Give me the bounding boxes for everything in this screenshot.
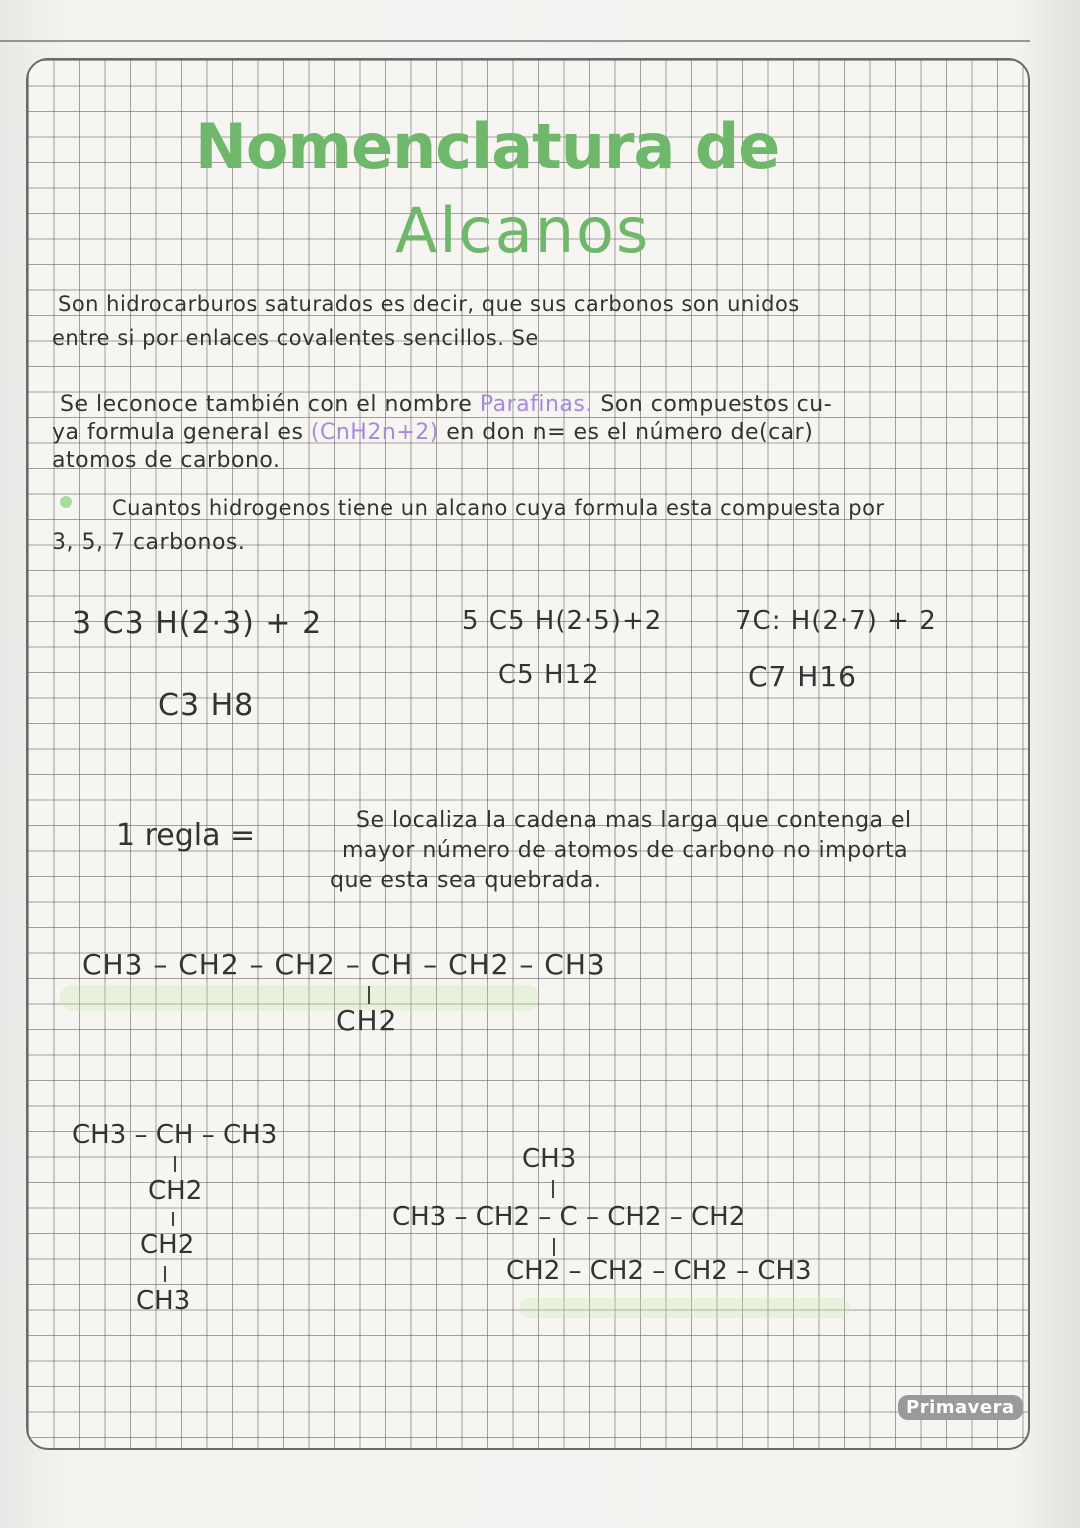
rule-line-1: Se localiza la cadena mas larga que contenga el [356,808,912,833]
rule-label: 1 regla = [116,818,256,853]
formula-3-result: C3 H8 [158,688,255,723]
page-top-edge [0,40,1030,42]
question-line-2: 3, 5, 7 carbonos. [52,530,246,555]
title-line-1: Nomenclatura de [195,110,780,183]
formula-7-carbons: 7C: H(2·7) + 2 [735,606,937,636]
paraffins-line-1 [60,392,832,417]
intro-line-2: entre si por enlaces covalentes sencillos. Se [52,326,539,350]
question-line-1: Cuantos hidrogenos tiene un alcano cuya formula esta compuesta por [112,496,885,520]
bond-line [368,986,370,1004]
paraffins-line-3: atomos de carbono. [52,448,281,473]
paraffins-text: Se leconoce también con el nombre [60,392,480,417]
bond-line [174,1156,176,1172]
formula-5-carbons: 5 C5 H(2·5)+2 [462,606,663,636]
structure-3-main: CH3 – CH2 – C – CH2 – CH2 [392,1202,746,1232]
highlight-mark [520,1298,850,1318]
structure-2-branch-1: CH2 [148,1176,203,1206]
general-formula: (CnH2n+2) [310,420,439,445]
structure-1-branch: CH2 [336,1004,398,1037]
structure-2-branch-3: CH3 [136,1286,191,1316]
formula-3-carbons: 3 C3 H(2·3) + 2 [72,606,323,641]
intro-line-1: Son hidrocarburos saturados es decir, que sus carbonos son unidos [58,292,800,316]
bond-line [552,1180,554,1198]
brand-logo: Primavera [898,1395,1023,1420]
bullet-icon [60,496,72,508]
bond-line [553,1238,555,1256]
structure-1-main-chain: CH3 – CH2 – CH2 – CH – CH2 – CH3 [82,948,606,981]
paraffins-text: en don n= es el número de(car) [438,420,814,445]
formula-5-result: C5 H12 [498,660,600,690]
formula-7-result: C7 H16 [748,660,857,693]
highlight-mark [60,985,540,1011]
bond-line [164,1266,166,1282]
paraffins-term: Parafinas. [479,392,593,417]
structure-3-bottom: CH2 – CH2 – CH2 – CH3 [506,1256,812,1286]
structure-2-main: CH3 – CH – CH3 [72,1120,278,1150]
rule-line-3: que esta sea quebrada. [330,868,602,893]
paraffins-text: Son compuestos cu- [592,392,833,417]
paraffins-text: ya formula general es [52,420,311,445]
rule-line-2: mayor número de atomos de carbono no importa [342,838,909,863]
bond-line [172,1212,174,1226]
paraffins-line-2 [52,420,813,445]
structure-2-branch-2: CH2 [140,1230,195,1260]
structure-3-top: CH3 [522,1144,577,1174]
title-line-2: Alcanos [395,194,651,267]
